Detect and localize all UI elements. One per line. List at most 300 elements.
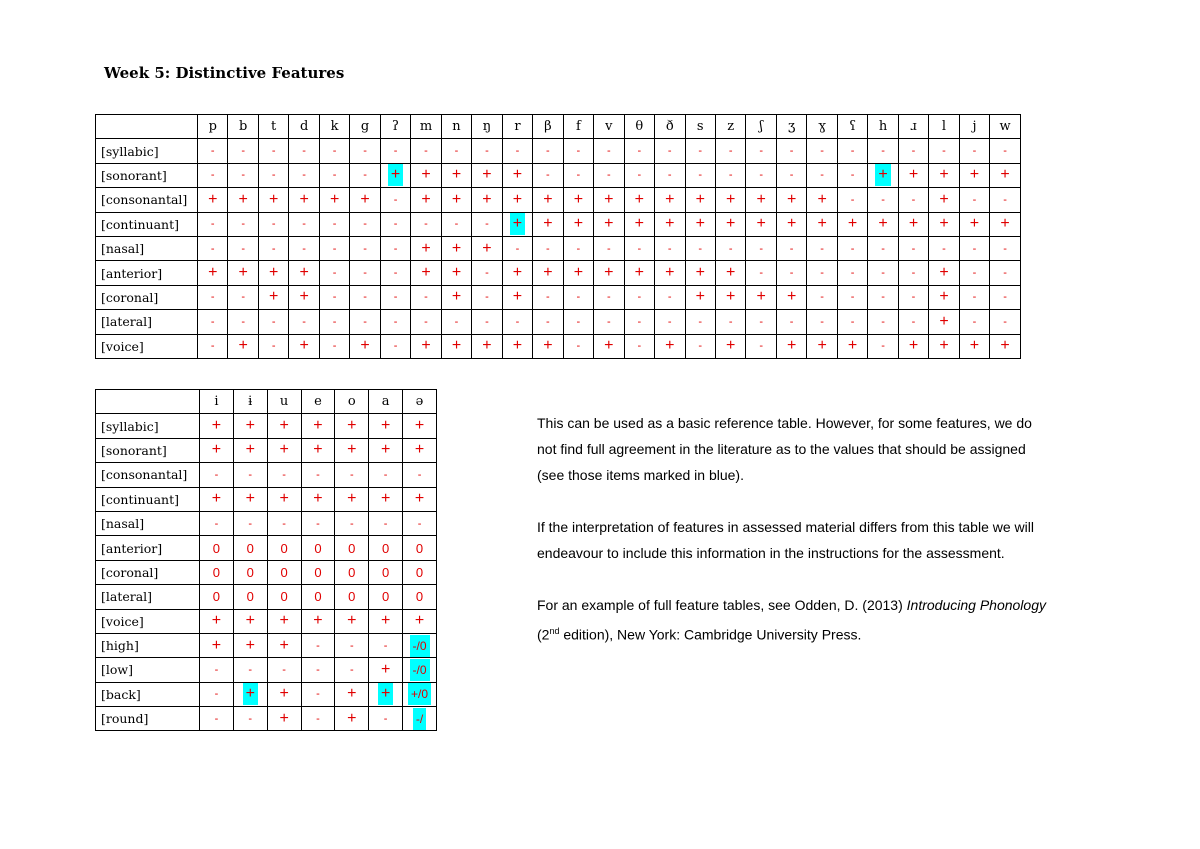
feature-label: [consonantal]	[96, 188, 198, 212]
feature-value-cell	[350, 236, 380, 260]
feature-value-cell	[233, 463, 267, 487]
feature-value-cell	[655, 310, 685, 334]
consonant-column-header: ɣ	[807, 115, 837, 139]
feature-value-cell	[258, 139, 288, 163]
consonant-column-header: v	[594, 115, 624, 139]
feature-value: +	[279, 636, 289, 654]
feature-value-cell	[258, 163, 288, 187]
feature-value-cell	[233, 707, 267, 731]
feature-value: +	[299, 190, 309, 208]
feature-value: -	[850, 169, 855, 182]
feature-label: [high]	[96, 633, 200, 657]
feature-value-cell	[594, 163, 624, 187]
feature-value: +	[817, 190, 827, 208]
feature-value: -	[424, 315, 428, 328]
feature-value-cell	[472, 188, 502, 212]
feature-value: -	[698, 315, 703, 328]
feature-value-cell	[685, 285, 715, 309]
feature-value-cell	[746, 285, 776, 309]
feature-value: 0	[348, 564, 356, 580]
feature-value: +	[543, 264, 553, 282]
feature-value: -	[393, 242, 398, 255]
vowel-table-row	[96, 511, 437, 535]
feature-value: -	[637, 340, 642, 353]
feature-value: +	[245, 441, 255, 459]
feature-value-cell	[198, 261, 228, 285]
feature-value: +	[573, 215, 584, 233]
feature-value-cell	[898, 261, 928, 285]
feature-label: [syllabic]	[96, 414, 200, 438]
feature-value-cell	[502, 212, 532, 236]
feature-value: -	[417, 517, 422, 530]
consonant-column-header: ɹ	[898, 115, 928, 139]
feature-value-cell	[655, 188, 685, 212]
feature-value-cell	[403, 707, 437, 731]
feature-value: -	[759, 340, 763, 353]
feature-value: -	[789, 267, 794, 280]
consonant-table-row	[96, 212, 1021, 236]
vowel-table-row	[96, 585, 437, 609]
feature-value-cell	[807, 139, 837, 163]
feature-value-cell	[289, 163, 319, 187]
feature-value-cell	[335, 560, 369, 584]
note-paragraph-1: This can be used as a basic reference table. However, for some features, we do not find full agreement in the literature as to the values that should be assigned (see those items marked in blue).	[537, 415, 1032, 483]
feature-value: -	[576, 340, 581, 353]
feature-value: +	[634, 215, 644, 233]
feature-value-cell	[228, 310, 258, 334]
feature-value: -	[241, 242, 246, 255]
feature-value-cell	[369, 438, 403, 462]
feature-value: -	[789, 169, 794, 182]
feature-value: +	[1000, 337, 1010, 355]
feature-value-cell	[350, 139, 380, 163]
feature-value-cell	[403, 487, 437, 511]
feature-value-cell	[807, 163, 837, 187]
feature-value-cell	[472, 334, 502, 358]
feature-value: +	[512, 288, 523, 306]
feature-value: +	[665, 264, 675, 282]
feature-value-cell	[929, 310, 959, 334]
feature-value-cell	[200, 487, 234, 511]
feature-label: [round]	[96, 707, 200, 731]
feature-value-cell	[685, 188, 715, 212]
feature-label: [anterior]	[96, 261, 198, 285]
feature-value-cell	[267, 633, 301, 657]
feature-value-cell	[533, 285, 563, 309]
feature-value: -	[332, 291, 337, 304]
feature-value: +	[313, 417, 323, 435]
feature-value-cell	[655, 285, 685, 309]
feature-value-cell	[807, 236, 837, 260]
feature-value-cell	[746, 261, 776, 285]
feature-value-cell	[233, 585, 267, 609]
feature-value: +	[279, 685, 289, 703]
feature-value: -	[1003, 291, 1007, 304]
feature-value: -	[393, 267, 398, 280]
feature-value: +	[695, 215, 705, 233]
feature-value-cell	[990, 212, 1021, 236]
feature-value-cell	[350, 334, 380, 358]
feature-value: -	[881, 315, 885, 328]
feature-value: +	[665, 215, 675, 233]
feature-value: -	[606, 315, 611, 328]
feature-value: 0	[348, 589, 356, 605]
feature-value-cell	[898, 285, 928, 309]
feature-value: +	[543, 337, 553, 355]
feature-value-cell	[350, 212, 380, 236]
feature-value-cell	[411, 139, 441, 163]
feature-value: +	[414, 441, 425, 459]
feature-value: +	[573, 264, 584, 282]
feature-value-cell	[837, 236, 867, 260]
feature-value-cell	[301, 707, 335, 731]
feature-value-cell	[807, 334, 837, 358]
feature-value: +	[238, 190, 248, 208]
feature-value-cell	[200, 585, 234, 609]
feature-value: +	[1000, 166, 1010, 184]
feature-label: [continuant]	[96, 212, 198, 236]
feature-value: +	[279, 490, 289, 508]
feature-value-cell	[533, 212, 563, 236]
feature-value: +	[695, 288, 705, 306]
consonant-column-header: b	[228, 115, 258, 139]
feature-value-cell	[198, 310, 228, 334]
feature-value: +	[299, 337, 309, 355]
feature-value-cell	[258, 236, 288, 260]
feature-value: +	[756, 190, 766, 208]
feature-value: -	[485, 291, 489, 304]
feature-value-cell	[380, 188, 410, 212]
feature-value: +	[665, 337, 675, 355]
feature-value-cell	[403, 463, 437, 487]
feature-value-cell	[258, 188, 288, 212]
consonant-column-header: n	[441, 115, 471, 139]
highlighted-feature-value: -/0	[410, 635, 430, 657]
feature-value-cell	[369, 633, 403, 657]
feature-value-cell	[441, 188, 471, 212]
vowel-column-header: ə	[403, 390, 437, 414]
feature-value: +	[969, 215, 980, 233]
feature-value: -	[820, 315, 824, 328]
feature-value-cell	[776, 261, 806, 285]
feature-value-cell	[990, 310, 1021, 334]
feature-value-cell	[533, 188, 563, 212]
feature-value-cell	[990, 188, 1021, 212]
feature-label: [low]	[96, 658, 200, 682]
feature-value-cell	[267, 585, 301, 609]
feature-value-cell	[776, 310, 806, 334]
feature-value-cell	[472, 261, 502, 285]
consonant-table-row	[96, 310, 1021, 334]
feature-value-cell	[233, 560, 267, 584]
feature-value-cell	[776, 212, 806, 236]
feature-value-cell	[380, 163, 410, 187]
feature-value: +	[313, 612, 323, 630]
feature-value: -	[282, 468, 286, 481]
page-title: Week 5: Distinctive Features	[104, 64, 345, 82]
feature-value: -	[850, 267, 855, 280]
feature-value-cell	[929, 285, 959, 309]
consonant-column-header: ð	[655, 115, 685, 139]
feature-value-cell	[198, 285, 228, 309]
feature-value: -	[363, 145, 367, 158]
feature-value-cell	[198, 163, 228, 187]
feature-value: 0	[382, 589, 390, 605]
vowel-table-row	[96, 658, 437, 682]
feature-value-cell	[335, 609, 369, 633]
feature-value-cell	[335, 463, 369, 487]
feature-value: -	[576, 169, 581, 182]
feature-value-cell	[301, 511, 335, 535]
edition-open: (2	[537, 626, 550, 643]
feature-value-cell	[929, 212, 959, 236]
feature-value: 0	[280, 564, 288, 580]
feature-value-cell	[685, 163, 715, 187]
feature-value-cell	[403, 414, 437, 438]
consonant-column-header: ŋ	[472, 115, 502, 139]
feature-value-cell	[807, 261, 837, 285]
feature-value: +	[908, 337, 919, 355]
feature-value: -	[698, 145, 703, 158]
feature-value-cell	[502, 334, 532, 358]
feature-value: -	[728, 169, 733, 182]
feature-value: +	[512, 264, 523, 282]
feature-value: -	[316, 639, 320, 652]
feature-value: -	[972, 291, 977, 304]
feature-value-cell	[655, 212, 685, 236]
feature-value-cell	[267, 560, 301, 584]
consonant-column-header: k	[319, 115, 349, 139]
feature-value-cell	[258, 334, 288, 358]
feature-value-cell	[594, 139, 624, 163]
feature-value-cell	[563, 285, 593, 309]
feature-value: -	[728, 315, 733, 328]
feature-value-cell	[335, 707, 369, 731]
feature-value-cell	[411, 310, 441, 334]
feature-label: [syllabic]	[96, 139, 198, 163]
feature-value-cell	[807, 212, 837, 236]
feature-value-cell	[898, 163, 928, 187]
feature-label: [nasal]	[96, 236, 198, 260]
feature-value-cell	[685, 261, 715, 285]
highlighted-feature-value: +	[378, 683, 393, 705]
feature-value-cell	[563, 139, 593, 163]
feature-value-cell	[746, 188, 776, 212]
feature-value-cell	[319, 310, 349, 334]
feature-value: +	[939, 337, 949, 355]
feature-value-cell	[267, 511, 301, 535]
feature-value: +	[482, 190, 492, 208]
feature-value: -	[485, 267, 489, 280]
feature-value-cell	[868, 261, 898, 285]
feature-value: -	[332, 267, 337, 280]
feature-value: +	[634, 190, 644, 208]
feature-value: +	[451, 239, 462, 257]
feature-value-cell	[369, 463, 403, 487]
feature-value: -	[759, 267, 763, 280]
vowel-table-row	[96, 633, 437, 657]
feature-value: 0	[314, 564, 322, 580]
feature-value: -	[698, 169, 703, 182]
feature-value-cell	[369, 560, 403, 584]
feature-value: 0	[415, 540, 424, 556]
feature-value: -	[393, 145, 398, 158]
consonant-header-row	[96, 115, 1021, 139]
feature-value: +	[847, 215, 858, 233]
feature-value-cell	[837, 139, 867, 163]
feature-value: -	[454, 218, 459, 231]
feature-value: -	[759, 315, 763, 328]
feature-value-cell	[289, 236, 319, 260]
feature-value-cell	[267, 609, 301, 633]
feature-value-cell	[868, 236, 898, 260]
consonant-table-row	[96, 285, 1021, 309]
feature-value-cell	[868, 212, 898, 236]
feature-value: +	[380, 660, 391, 678]
feature-value: +	[908, 215, 919, 233]
feature-value-cell	[502, 261, 532, 285]
feature-value: +	[969, 166, 980, 184]
feature-value-cell	[335, 511, 369, 535]
feature-value: +	[908, 166, 919, 184]
consonant-feature-table	[95, 114, 1021, 359]
feature-value-cell	[233, 536, 267, 560]
feature-value: +	[279, 612, 289, 630]
feature-value: -	[316, 517, 320, 530]
feature-label: [lateral]	[96, 310, 198, 334]
feature-value-cell	[258, 261, 288, 285]
feature-value: -	[363, 218, 367, 231]
feature-value: +	[695, 264, 705, 282]
feature-value: +	[817, 337, 827, 355]
feature-value-cell	[594, 188, 624, 212]
feature-value: +	[451, 288, 462, 306]
feature-value: -	[546, 242, 550, 255]
feature-label: [coronal]	[96, 285, 198, 309]
feature-value-cell	[868, 188, 898, 212]
feature-value-cell	[369, 658, 403, 682]
feature-value-cell	[441, 285, 471, 309]
feature-value-cell	[335, 585, 369, 609]
feature-value: -	[241, 145, 246, 158]
feature-label: [consonantal]	[96, 463, 200, 487]
feature-value: -	[214, 517, 219, 530]
feature-value-cell	[959, 188, 989, 212]
feature-value: -	[302, 218, 306, 231]
feature-value-cell	[289, 212, 319, 236]
feature-value-cell	[472, 236, 502, 260]
feature-value-cell	[289, 261, 319, 285]
feature-value: -	[210, 218, 215, 231]
feature-value: -	[911, 242, 916, 255]
feature-value: 0	[314, 540, 322, 556]
feature-value-cell	[959, 334, 989, 358]
feature-value-cell	[369, 536, 403, 560]
feature-value-cell	[533, 139, 563, 163]
feature-value: +	[347, 685, 357, 703]
feature-value-cell	[746, 139, 776, 163]
feature-value: -	[698, 242, 703, 255]
feature-value: -	[546, 291, 550, 304]
feature-value-cell	[868, 334, 898, 358]
feature-value-cell	[369, 707, 403, 731]
feature-value-cell	[837, 188, 867, 212]
vowel-column-header: u	[267, 390, 301, 414]
feature-value-cell	[685, 139, 715, 163]
feature-value-cell	[563, 310, 593, 334]
feature-value: +	[604, 215, 614, 233]
feature-value-cell	[563, 236, 593, 260]
feature-value: +	[211, 636, 222, 654]
feature-value-cell	[335, 536, 369, 560]
feature-value: 0	[280, 589, 288, 605]
feature-value: +	[482, 337, 492, 355]
feature-value: -	[759, 169, 763, 182]
feature-value: +	[604, 190, 614, 208]
feature-value: +	[604, 337, 614, 355]
feature-value-cell	[228, 261, 258, 285]
feature-value: -	[363, 267, 367, 280]
vowel-table-row	[96, 414, 437, 438]
consonant-column-header: p	[198, 115, 228, 139]
consonant-column-header: θ	[624, 115, 654, 139]
feature-value: -	[349, 663, 354, 676]
feature-value: -	[759, 145, 763, 158]
edition-superscript: nd	[549, 626, 560, 636]
highlighted-feature-value: +	[388, 164, 403, 186]
feature-value: -	[210, 145, 215, 158]
feature-value-cell	[533, 236, 563, 260]
vowel-table-row	[96, 487, 437, 511]
feature-value-cell	[837, 285, 867, 309]
feature-value: 0	[415, 589, 424, 605]
consonant-column-header: ʔ	[380, 115, 410, 139]
feature-value: +	[695, 190, 705, 208]
feature-value: -	[576, 291, 581, 304]
feature-value: +	[543, 190, 553, 208]
feature-value: -	[383, 517, 388, 530]
feature-value-cell	[715, 188, 745, 212]
feature-value: -	[606, 145, 611, 158]
feature-value-cell	[898, 139, 928, 163]
feature-value-cell	[776, 139, 806, 163]
feature-label: [nasal]	[96, 511, 200, 535]
feature-value: -	[332, 315, 337, 328]
feature-label: [voice]	[96, 334, 198, 358]
feature-value-cell	[233, 487, 267, 511]
feature-value-cell	[258, 310, 288, 334]
feature-value-cell	[228, 139, 258, 163]
feature-value: -	[271, 340, 276, 353]
feature-value-cell	[837, 310, 867, 334]
feature-value-cell	[258, 212, 288, 236]
feature-value-cell	[198, 212, 228, 236]
feature-value: -	[759, 242, 763, 255]
consonant-column-header: j	[959, 115, 989, 139]
feature-value: -	[698, 340, 703, 353]
feature-value-cell	[624, 139, 654, 163]
feature-value: +	[573, 190, 584, 208]
feature-value-cell	[289, 310, 319, 334]
feature-value: +	[604, 264, 614, 282]
feature-value: +	[726, 337, 736, 355]
feature-value-cell	[441, 334, 471, 358]
note-paragraph-3	[537, 592, 1047, 648]
feature-value: 0	[415, 564, 424, 580]
feature-value: -	[363, 315, 367, 328]
feature-value: +	[208, 264, 218, 282]
feature-value: -	[850, 242, 855, 255]
